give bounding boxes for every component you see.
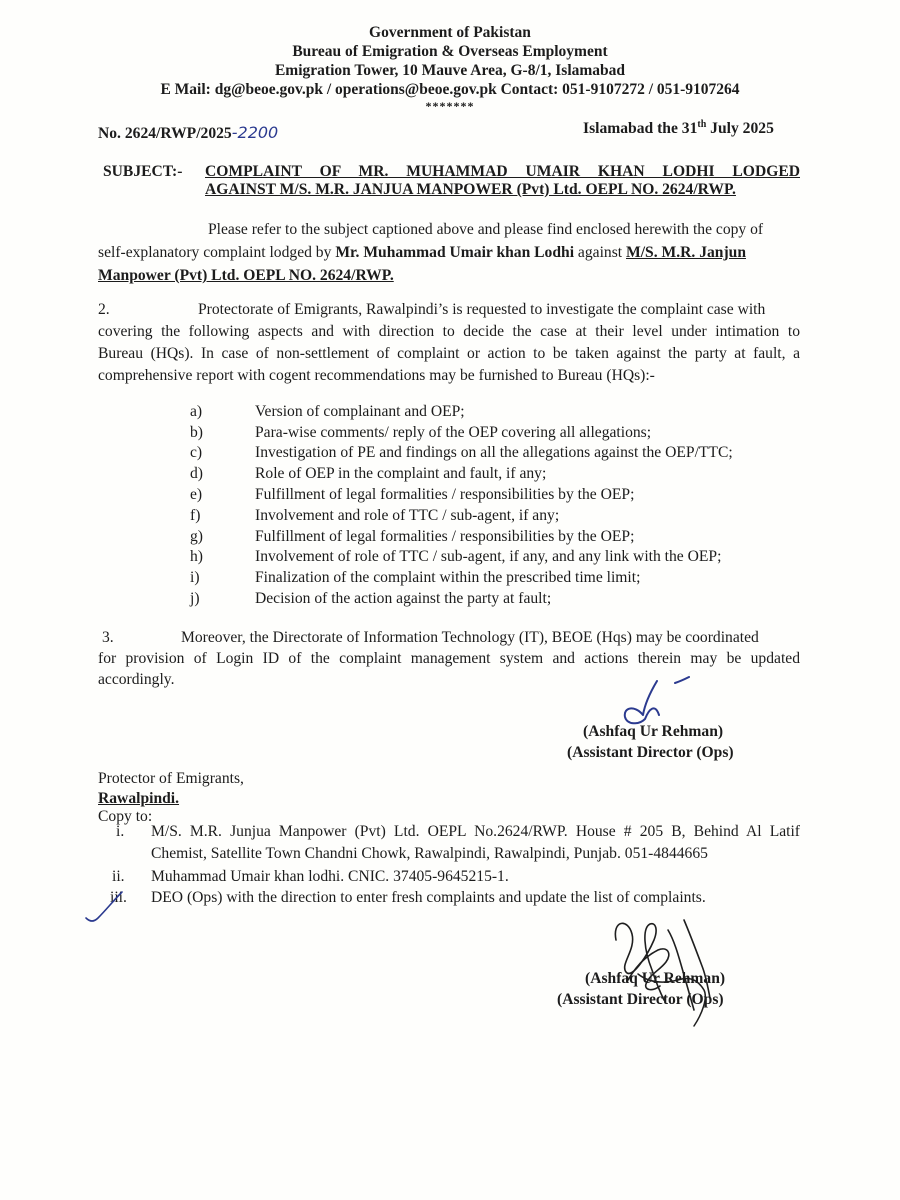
copy-to-label: Copy to: [98, 808, 153, 825]
list-item-text: Involvement and role of TTC / sub-agent, if any; [255, 507, 560, 524]
tick-mark-icon [82, 888, 130, 928]
list-item-letter: a) [190, 403, 203, 420]
date-prefix: Islamabad the 31 [583, 120, 698, 138]
para2-line-4: comprehensive report with cogent recommendations may be furnished to Bureau (HQs):- [98, 367, 655, 384]
header-line-contact: E Mail: dg@beoe.gov.pk / operations@beoe.gov.pk Contact: 051-9107272 / 051-9107264 [160, 81, 740, 98]
para2-line-1: Protectorate of Emigrants, Rawalpindi’s is requested to investigate the complaint case with [198, 301, 766, 318]
list-item-letter: d) [190, 465, 203, 482]
copy-item-number: ii. [112, 868, 125, 885]
signature2-title: (Assistant Director (Ops) [557, 991, 724, 1008]
list-item-text: Fulfillment of legal formalities / responsibilities by the OEP; [255, 528, 635, 545]
header-stars: ******* [425, 99, 475, 113]
list-item-letter: c) [190, 444, 203, 461]
header-line-address: Emigration Tower, 10 Mauve Area, G-8/1, Islamabad [274, 62, 626, 79]
reference-number [98, 123, 278, 143]
para1-line-1: Please refer to the subject captioned above and please find enclosed herewith the copy of [208, 221, 764, 238]
copy-item-number: i. [116, 823, 125, 840]
reference-number-text: No. 2624/RWP/2025 [98, 125, 232, 142]
addressee-line-2: Rawalpindi. [98, 790, 180, 807]
reference-handwritten-suffix: -2200 [231, 123, 279, 142]
subject-line-1: COMPLAINT OF MR. MUHAMMAD UMAIR KHAN LODHI LODGED [205, 163, 800, 180]
signature2-name: (Ashfaq Ur Rehman) [585, 970, 726, 987]
addressee-line-1: Protector of Emigrants, [98, 770, 244, 787]
copy-item-line-2: Chemist, Satellite Town Chandni Chowk, Rawalpindi, Rawalpindi, Punjab. 051-4844665 [151, 845, 708, 862]
list-item-text: Decision of the action against the party at fault; [255, 590, 552, 607]
list-item-letter: j) [190, 590, 200, 607]
subject-label: SUBJECT:- [103, 163, 183, 180]
header-line-government: Government of Pakistan [369, 24, 531, 41]
list-item-letter: i) [190, 569, 200, 586]
para1-line2-prefix: self-explanatory complaint lodged by [98, 244, 336, 261]
list-item-text: Fulfillment of legal formalities / responsibilities by the OEP; [255, 486, 635, 503]
firm-name-part1: M/S. M.R. Janjun [626, 244, 746, 261]
signature1-name: (Ashfaq Ur Rehman) [583, 723, 724, 740]
list-item-letter: e) [190, 486, 203, 503]
para3-line-3: accordingly. [98, 671, 175, 688]
signature1-title: (Assistant Director (Ops) [567, 744, 734, 761]
complainant-name: Mr. Muhammad Umair khan Lodhi [335, 244, 575, 261]
list-item-text: Investigation of PE and findings on all the allegations against the OEP/TTC; [255, 444, 733, 461]
handwritten-signature [598, 910, 728, 1030]
date-suffix: July 2025 [706, 120, 774, 138]
para2-line-2: covering the following aspects and with direction to decide the case at their level under intimation to [98, 323, 800, 340]
list-item-letter: b) [190, 424, 203, 441]
list-item-letter: g) [190, 528, 203, 545]
copy-item-line-1: Muhammad Umair khan lodhi. CNIC. 37405-9645215-1. [151, 868, 509, 885]
list-item-letter: f) [190, 507, 201, 524]
copy-item-number: iii. [110, 889, 127, 906]
list-item-text: Version of complainant and OEP; [255, 403, 465, 420]
list-item-letter: h) [190, 548, 203, 565]
para2-line-3: Bureau (HQs). In case of non-settlement of complaint or action to be taken against the party at fault, a [98, 345, 800, 362]
para1-line-3: Manpower (Pvt) Ltd. OEPL NO. 2624/RWP. [98, 267, 394, 284]
header-line-bureau: Bureau of Emigration & Overseas Employment [292, 43, 608, 60]
para3-line-1: Moreover, the Directorate of Information Technology (IT), BEOE (Hqs) may be coordinated [181, 629, 759, 646]
place-and-date [583, 119, 774, 138]
list-item-text: Role of OEP in the complaint and fault, if any; [255, 465, 547, 482]
para1-line-2 [98, 241, 746, 264]
list-item-text: Finalization of the complaint within the prescribed time limit; [255, 569, 641, 586]
list-item-text: Involvement of role of TTC / sub-agent, if any, and any link with the OEP; [255, 548, 722, 565]
para1-line2-mid: against [574, 244, 626, 261]
subject-line-2: AGAINST M/S. M.R. JANJUA MANPOWER (Pvt) Ltd. OEPL NO. 2624/RWP. [205, 181, 736, 198]
copy-item-line-1: M/S. M.R. Junjua Manpower (Pvt) Ltd. OEPL No.2624/RWP. House # 205 B, Behind Al Latif [151, 823, 800, 840]
list-item-text: Para-wise comments/ reply of the OEP covering all allegations; [255, 424, 652, 441]
para3-line-2: for provision of Login ID of the complaint management system and actions therein may be updated [98, 650, 800, 667]
copy-item-line-1: DEO (Ops) with the direction to enter fresh complaints and update the list of complaints. [151, 889, 706, 906]
date-superscript: th [697, 119, 707, 130]
para2-number: 2. [98, 301, 110, 318]
para3-number: 3. [102, 629, 114, 646]
